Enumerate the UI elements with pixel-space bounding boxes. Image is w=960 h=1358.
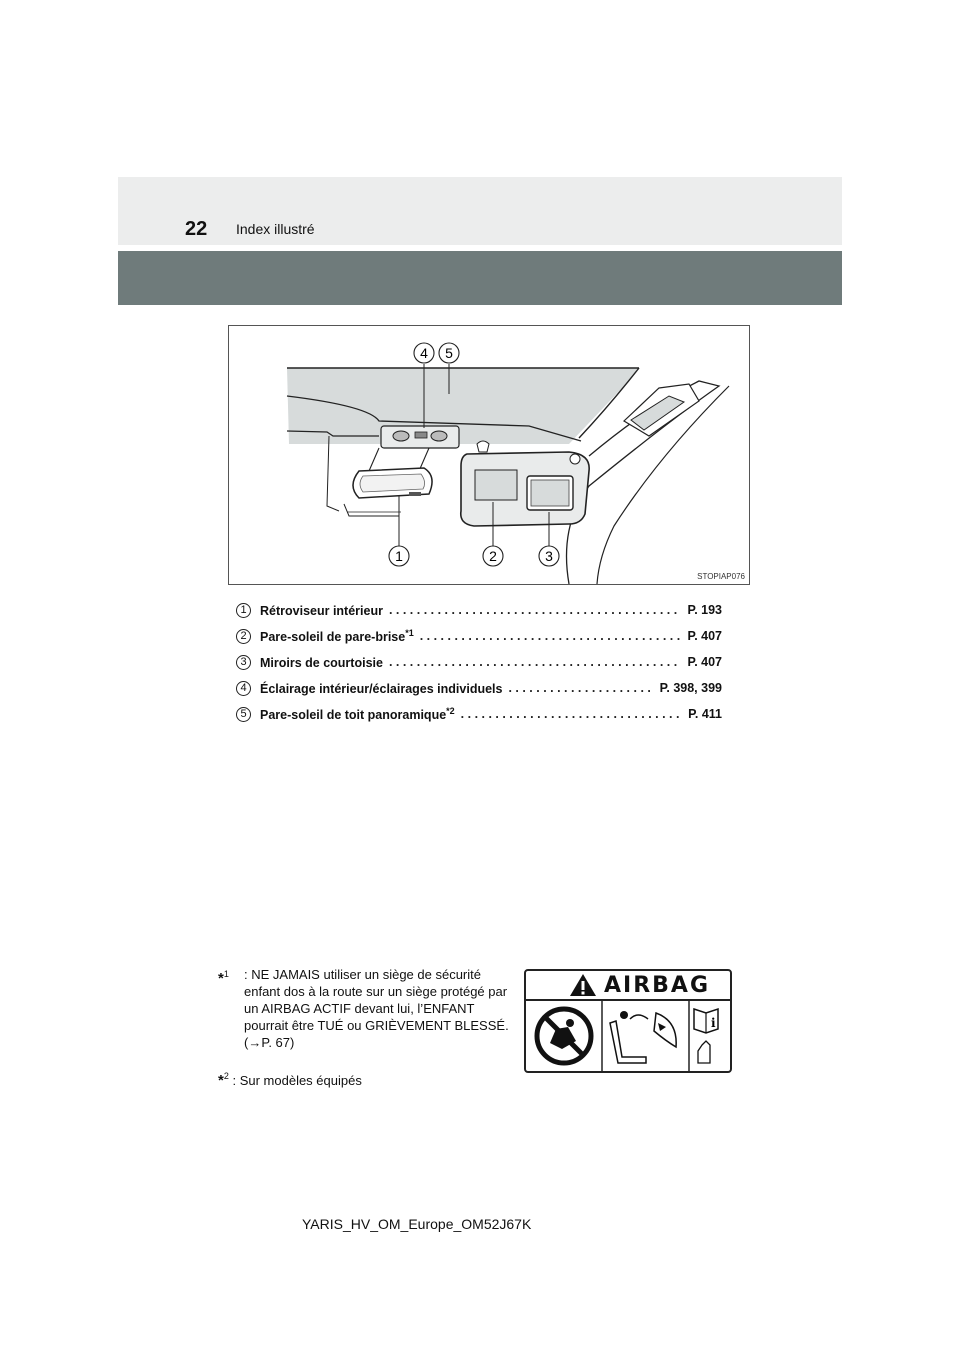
callout-5 <box>439 343 459 363</box>
no-rear-facing-seat-icon <box>537 1009 591 1063</box>
airbag-title: AIRBAG <box>604 973 711 998</box>
dot-leader <box>420 629 682 643</box>
page-number: 22 <box>185 218 208 240</box>
legend-label: Éclairage intérieur/éclairages individuels <box>260 682 503 697</box>
callout-1 <box>389 546 409 566</box>
callout-5-label: 5 <box>445 345 453 361</box>
callout-2-label: 2 <box>489 548 497 564</box>
callout-3-label: 3 <box>545 548 553 564</box>
dot-leader <box>461 707 682 721</box>
seat-airbag-icon <box>610 1011 676 1063</box>
overhead-console-drawing <box>229 326 749 584</box>
callout-3 <box>539 546 559 566</box>
footnote-2 <box>218 1068 362 1089</box>
manual-info-icon <box>694 1009 718 1063</box>
footnote-1-marker: *$^1$ <box>218 969 229 987</box>
page-reference[interactable]: P. 398, 399 <box>659 681 722 695</box>
callout-2 <box>483 546 503 566</box>
dot-leader <box>389 603 682 617</box>
svg-text:i: i <box>711 1016 716 1030</box>
legend-label: Rétroviseur intérieur <box>260 604 383 619</box>
legend-item <box>236 597 722 623</box>
page-reference[interactable]: P. 407 <box>687 629 722 643</box>
header-band <box>118 177 842 245</box>
footnote-1 <box>218 966 509 1050</box>
legend-label: Miroirs de courtoisie <box>260 656 383 671</box>
legend-number: 4 <box>236 681 251 696</box>
legend-number: 3 <box>236 655 251 670</box>
legend-item <box>236 649 722 675</box>
warning-triangle-icon <box>568 972 598 998</box>
figure-code: STOPIAP076 <box>697 572 745 581</box>
dot-leader <box>389 655 682 669</box>
legend-item <box>236 623 722 649</box>
legend-label: Pare-soleil de toit panoramique$^{*2}$ <box>260 705 455 723</box>
callout-4 <box>414 343 434 363</box>
page-reference[interactable]: P. 411 <box>688 707 722 721</box>
legend-number: 2 <box>236 629 251 644</box>
footnote-2-marker: *$^2$ <box>218 1071 229 1089</box>
legend-label: Pare-soleil de pare-brise$^{*1}$ <box>260 627 414 645</box>
section-title: Index illustré <box>236 221 315 237</box>
legend-item <box>236 701 722 727</box>
document-id: YARIS_HV_OM_Europe_OM52J67K <box>302 1216 532 1232</box>
airbag-warning-label <box>524 969 732 1073</box>
footnote-1-text: : NE JAMAIS utiliser un siège de sécurité enfant dos à la route sur un siège protégé par un AIRBAG ACTIF devant lui, l’ENFANT pourrait être TUÉ ou GRIÈVEMENT BLESSÉ. (→P. 67) <box>244 967 509 1050</box>
dot-leader <box>508 681 653 695</box>
page-reference[interactable]: P. 193 <box>687 603 722 617</box>
legend-number: 5 <box>236 707 251 722</box>
airbag-pictograms <box>526 1001 730 1071</box>
callout-1-label: 1 <box>395 548 403 564</box>
legend-number: 1 <box>236 603 251 618</box>
callout-4-label: 4 <box>420 345 428 361</box>
legend-item <box>236 675 722 701</box>
section-band <box>118 251 842 305</box>
airbag-label-header <box>526 971 730 1001</box>
legend-list <box>236 597 722 727</box>
footnote-2-text: : Sur modèles équipés <box>232 1073 362 1088</box>
page-reference[interactable]: P. 407 <box>687 655 722 669</box>
interior-illustration <box>228 325 750 585</box>
